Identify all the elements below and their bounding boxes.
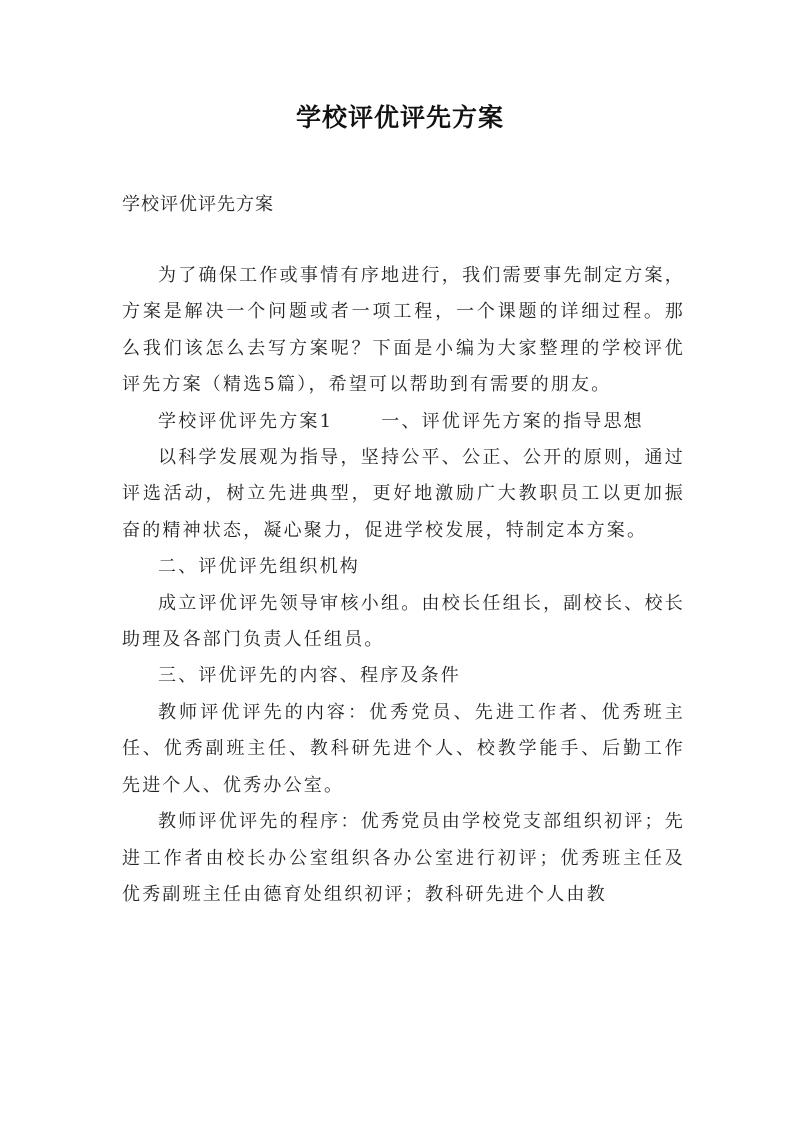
content-heading: 三、评优评先的内容、程序及条件 <box>158 665 461 687</box>
document-title: 学校评优评先方案 <box>295 103 504 132</box>
document-body <box>122 258 685 913</box>
organization-heading: 二、评优评先组织机构 <box>158 556 360 578</box>
guiding-principle-paragraph: 以科学发展观为指导，坚持公平、公正、公开的原则，通过评选活动，树立先进典型，更好地激励广大教职员工以更加振奋的精神状态，凝心聚力，促进学校发展，特制定本方案。 <box>122 447 685 541</box>
intro-paragraph: 为了确保工作或事情有序地进行，我们需要事先制定方案，方案是解决一个问题或者一项工程，一个课题的详细过程。那么我们该怎么去写方案呢？下面是小编为大家整理的学校评优评先方案（精选5篇），希望可以帮助到有需要的朋友。 <box>122 265 685 396</box>
section-heading-line <box>122 404 685 440</box>
procedure-paragraph: 教师评优评先的程序：优秀党员由学校党支部组织初评；先进工作者由校长办公室组织各办公室进行初评；优秀班主任及优秀副班主任由德育处组织初评；教科研先进个人由教 <box>122 811 685 905</box>
content-paragraph: 教师评优评先的内容：优秀党员、先进工作者、优秀班主任、优秀副班主任、教科研先进个人、校教学能手、后勤工作先进个人、优秀办公室。 <box>122 701 685 796</box>
section-subheading: 一、评优评先方案的指导思想 <box>381 410 644 432</box>
document-subtitle: 学校评优评先方案 <box>122 194 274 215</box>
organization-paragraph: 成立评优评先领导审核小组。由校长任组长，副校长、校长助理及各部门负责人任组员。 <box>122 592 685 651</box>
section-heading: 学校评优评先方案1 <box>158 410 334 432</box>
